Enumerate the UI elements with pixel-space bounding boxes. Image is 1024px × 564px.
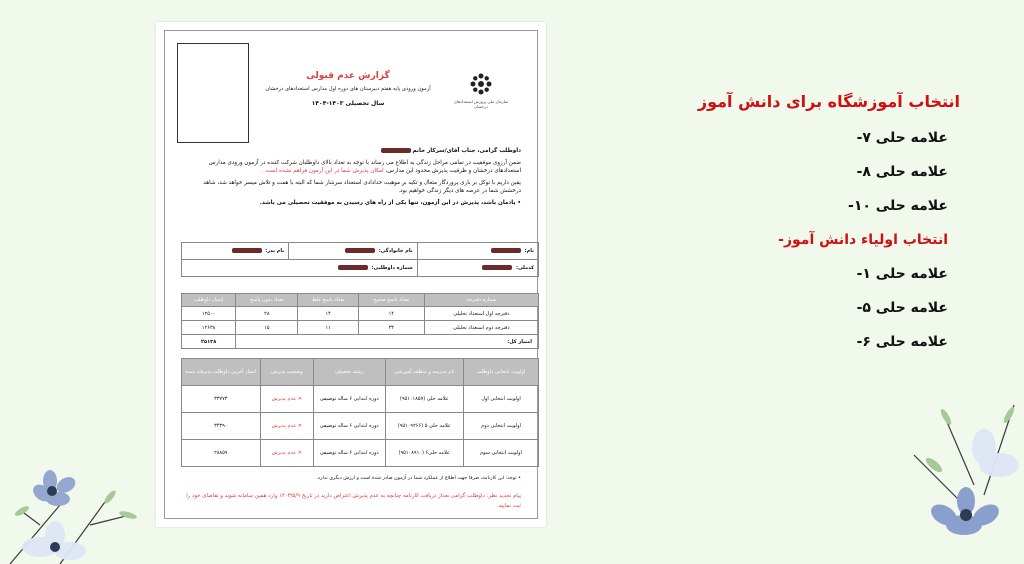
score-header: تعداد پاسخ صحیح: [358, 294, 424, 307]
status-badge: ✕ عدم پذیرش: [260, 413, 314, 440]
priority-table: [181, 358, 539, 467]
table-row: [182, 386, 539, 413]
priority-header: رشته تحصیلی: [314, 359, 385, 386]
photo-placeholder: [177, 43, 249, 143]
table-cell: دفترچه اول استعداد تحلیلی: [424, 307, 538, 321]
status-badge: ✕ عدم پذیرش: [260, 386, 314, 413]
list-item: [660, 155, 960, 189]
table-cell: ۱۱: [298, 321, 358, 335]
priority-header: نام مدرسه و منطقه آموزشی: [385, 359, 464, 386]
table-cell: دوره ابتدایی ۶ ساله توصیفی: [314, 413, 385, 440]
document-frame: [164, 30, 538, 519]
greeting-line: [181, 147, 521, 155]
document-header: [255, 71, 441, 107]
table-cell: ۲۸: [236, 307, 298, 321]
score-header: امتیاز داوطلب: [182, 294, 236, 307]
list-item: [660, 325, 960, 359]
table-cell: ۳۴: [358, 321, 424, 335]
table-cell: دوره ابتدایی ۶ ساله توصیفی: [314, 440, 385, 467]
table-cell: اولویت انتخابی اول: [464, 386, 539, 413]
table-row: [182, 413, 539, 440]
flower-decoration-right-icon: [904, 395, 1024, 564]
table-row: [182, 307, 539, 321]
national-code-label: کدملی:: [516, 265, 534, 271]
table-cell: اولویت انتخابی دوم: [464, 413, 539, 440]
father-label: نام پدر:: [265, 248, 285, 254]
table-cell: اولویت انتخابی سوم: [464, 440, 539, 467]
table-row: [182, 321, 539, 335]
table-cell: ۱۴: [358, 307, 424, 321]
report-document: [156, 22, 546, 527]
name-label: نام:: [524, 248, 534, 254]
score-header: تعداد بدون پاسخ: [236, 294, 298, 307]
table-row: [182, 440, 539, 467]
dash-icon: -: [848, 198, 854, 214]
list-item: [660, 121, 960, 155]
family-cell: [289, 243, 418, 260]
candidate-info-table: [181, 242, 539, 277]
redacted-value: [482, 265, 512, 270]
score-header: شماره دفترچه: [424, 294, 538, 307]
list-item-label: علامه حلی ۵: [862, 300, 948, 316]
paragraph-2: یقین داریم با توکل بر باری پروردگار متعال و تکیه بر موهبت خدادادی استعداد سرشار شما که البته با همت و تلاش میسر خواهد شد، شاهد درخشش شما در عرصه های دیگر زندگی خواهیم بود.: [203, 180, 521, 194]
logo-caption: سازمان ملی پرورش استعدادهای درخشان: [453, 99, 509, 109]
dash-icon: -: [856, 334, 863, 350]
score-table: [181, 293, 539, 349]
dash-icon: -: [856, 130, 863, 146]
academic-year: سال تحصیلی ۱۴۰۳-۱۴۰۴: [311, 100, 385, 107]
score-header: تعداد پاسخ غلط: [298, 294, 358, 307]
table-header-row: [182, 294, 539, 307]
father-cell: [182, 243, 289, 260]
table-cell: ۱۵: [236, 321, 298, 335]
list-item-label: علامه حلی ۷: [862, 130, 948, 146]
table-row: [182, 243, 539, 260]
priority-header: امتیاز آخرین داوطلب پذیرفته شده: [182, 359, 261, 386]
table-cell: علامه حلی (۹۵۱۰۱۸۵۷): [385, 386, 464, 413]
list-title: انتخاب آموزشگاه برای دانش آموز: [697, 92, 960, 111]
table-row: [182, 260, 539, 277]
status-badge: ✕ عدم پذیرش: [260, 440, 314, 467]
table-cell: دوره ابتدایی ۶ ساله توصیفی: [314, 386, 385, 413]
list-item: [660, 257, 960, 291]
list-item: [660, 291, 960, 325]
table-cell: دفترچه دوم استعداد تحلیلی: [424, 321, 538, 335]
bullet-text: یادمان باشد، پذیرش در این آزمون، تنها یکی از راه های رسیدن به موفقیت تحصیلی می باشد.: [259, 200, 516, 206]
dash-icon: -: [856, 164, 863, 180]
list-item-label: علامه حلی ۱: [862, 266, 948, 282]
table-cell: ۲۸۸۵۹: [182, 440, 261, 467]
redacted-value: [338, 265, 368, 270]
table-row: [182, 335, 539, 349]
flower-decoration-left-icon: [0, 455, 150, 564]
list-item-label: علامه حلی ۱۰: [853, 198, 948, 214]
list-item-label: انتخاب اولیاء دانش آموز: [783, 232, 948, 248]
list-item: [660, 189, 960, 223]
total-label: امتیاز کل:: [236, 335, 539, 349]
document-body: [181, 147, 521, 207]
family-label: نام خانوادگی:: [378, 248, 413, 254]
greeting-text: داوطلب گرامی، جناب آقای/سرکار خانم: [412, 148, 521, 154]
name-cell: [417, 243, 538, 260]
disclaimer-note: • توجه: این کارنامه، صرفا جهت اطلاع از عملکرد شما در آزمون صادر شده است و ارزش دیگری ندارد.: [316, 476, 521, 481]
appeal-message: پیام تجدید نظر: داوطلب گرامی بعداز دریافت کارنامه چنانچه به عدم پذیرش اعتراض دارید در تاریخ ۱۴۰۳/۵/۹ وارد همین سامانه شوید و تقاضای خود را ثبت نمایید.: [186, 493, 521, 509]
dash-icon: -: [856, 266, 863, 282]
priority-header: وضعیت پذیرش: [260, 359, 314, 386]
redacted-value: [491, 248, 521, 253]
table-cell: ۱۲۶۳۸: [182, 321, 236, 335]
school-selection-list: [660, 92, 960, 359]
redacted-value: [345, 248, 375, 253]
candidate-no-cell: [182, 260, 418, 277]
bullet-note: • یادمان باشد، پذیرش در این آزمون، تنها یکی از راه های رسیدن به موفقیت تحصیلی می باشد.: [259, 200, 521, 206]
table-cell: ۱۲۵۰۰: [182, 307, 236, 321]
organization-logo: [451, 71, 511, 141]
national-code-cell: [417, 260, 538, 277]
priority-header: اولویت انتخابی داوطلب: [464, 359, 539, 386]
paragraph-1-text: ضمن آرزوی موفقیت در تمامی مراحل زندگی به اطلاع می رساند با توجه به تعداد بالای داوطلبان شرکت کننده در آزمون ورودی مدارس استعدادهای درخشان و ظرفیت پذیرش محدود این مدارس،: [208, 160, 521, 174]
candidate-no-label: شماره داوطلبی:: [371, 265, 413, 271]
table-cell: علامه حلی ۵ (۹۵۱۰۹۲۶۶): [385, 413, 464, 440]
paragraph-1-red: امکان پذیرش شما در این آزمون فراهم نشده است .: [261, 168, 384, 174]
list-item-heading: [660, 223, 960, 257]
table-header-row: [182, 359, 539, 386]
table-cell: ۱۴: [298, 307, 358, 321]
list-item-label: علامه حلی ۸: [862, 164, 948, 180]
document-subtitle: آزمون ورودی پایه هفتم دبیرستان های دوره اول مدارس استعدادهای درخشان: [265, 86, 431, 92]
redacted-name: [381, 148, 411, 153]
total-value: ۲۵۱۳۸: [182, 335, 236, 349]
dash-icon: -: [856, 300, 863, 316]
dash-icon: -: [778, 232, 784, 248]
paragraph-1: [181, 159, 521, 175]
table-cell: علامه حلی۶ (۹۵۱۰۸۹۱۰): [385, 440, 464, 467]
redacted-value: [232, 248, 262, 253]
logo-emblem-icon: [468, 71, 494, 97]
document-title: گزارش عدم قبولی: [306, 71, 390, 81]
table-cell: ۳۳۷۷۳: [182, 386, 261, 413]
list-item-label: علامه حلی ۶: [862, 334, 948, 350]
table-cell: ۳۴۳۹۰: [182, 413, 261, 440]
